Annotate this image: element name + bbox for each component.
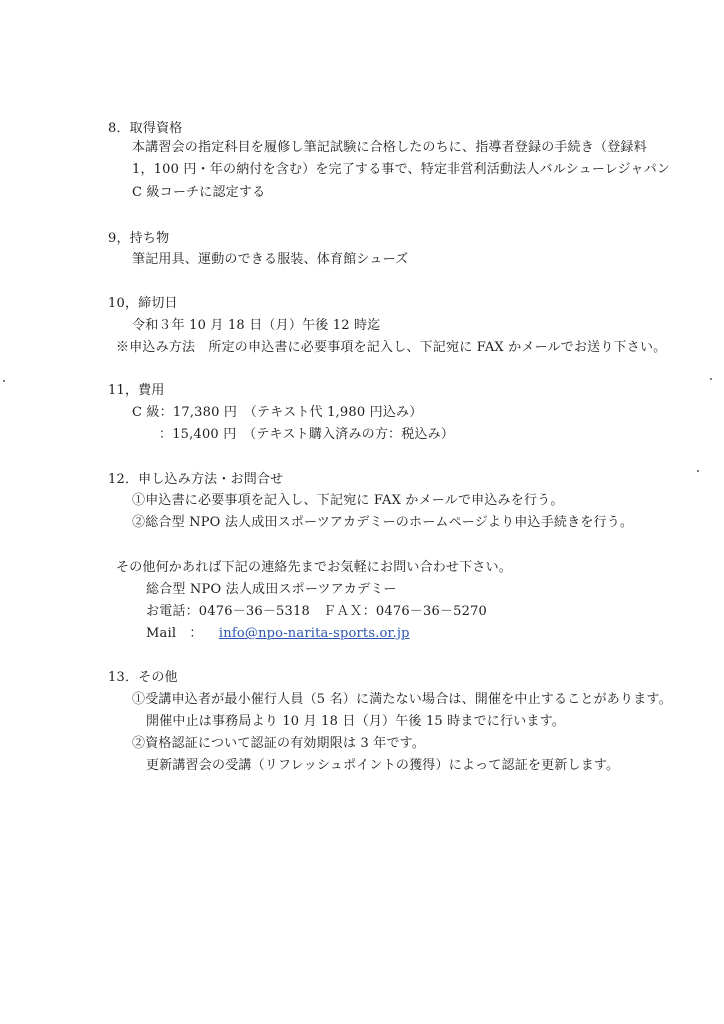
section-9-line-1: 筆記用具、運動のできる服装、体育館シューズ bbox=[132, 252, 409, 267]
section-8-line-3: C 級コーチに認定する bbox=[132, 185, 266, 200]
section-10-heading: 10，締切日 bbox=[108, 296, 178, 311]
section-12-line-1: ①申込書に必要事項を記入し、下記宛に FAX かメールで申込みを行う。 bbox=[132, 493, 564, 508]
section-13-line-3: ②資格認証について認証の有効期限は 3 年です。 bbox=[132, 736, 426, 751]
scan-speck bbox=[697, 470, 699, 472]
section-8-line-1: 本講習会の指定科目を履修し筆記試験に合格したのちに、指導者登録の手続き（登録料 bbox=[132, 140, 647, 155]
section-12-line-2: ②総合型 NPO 法人成田スポーツアカデミーのホームページより申込手続きを行う。 bbox=[132, 515, 634, 530]
contact-mail-link[interactable]: info@npo-narita-sports.or.jp bbox=[218, 626, 410, 641]
contact-org: 総合型 NPO 法人成田スポーツアカデミー bbox=[146, 582, 397, 597]
section-8-heading: 8．取得資格 bbox=[108, 121, 183, 136]
section-10-line-1: 令和３年 10 月 18 日（月）午後 12 時迄 bbox=[132, 318, 381, 333]
contact-phone-fax: お電話：0476－36－5318 ＦＡＸ：0476－36－5270 bbox=[146, 604, 488, 619]
contact-mail-row bbox=[146, 627, 410, 640]
section-11-fee-c: C 級：17,380 円 （テキスト代 1,980 円込み） bbox=[132, 405, 423, 420]
section-13-line-1: ①受講申込者が最小催行人員（5 名）に満たない場合は、開催を中止することがあります。 bbox=[132, 692, 672, 707]
section-10-note: ※申込み方法 所定の申込書に必要事項を記入し、下記宛に FAX かメールでお送り下さい。 bbox=[116, 340, 667, 355]
scan-speck bbox=[3, 380, 5, 382]
section-12-heading: 12．申し込み方法・お問合せ bbox=[108, 472, 284, 487]
section-13-heading: 13．その他 bbox=[108, 670, 178, 685]
contact-mail-label: Mail ： bbox=[146, 626, 203, 641]
section-9-heading: 9，持ち物 bbox=[108, 231, 170, 246]
contact-intro: その他何かあれば下記の連絡先までお気軽にお問い合わせ下さい。 bbox=[116, 560, 513, 575]
scan-speck bbox=[710, 378, 712, 380]
section-11-fee-reduced: ：15,400 円 （テキスト購入済みの方：税込み） bbox=[159, 427, 455, 442]
section-8-line-2: 1，100 円・年の納付を含む）を完了する事で、特定非営利活動法人バルシューレジャパン bbox=[132, 162, 671, 177]
section-13-line-2: 開催中止は事務局より 10 月 18 日（月）午後 15 時までに行います。 bbox=[146, 714, 565, 729]
section-11-heading: 11，費用 bbox=[108, 383, 165, 398]
section-13-line-4: 更新講習会の受講（リフレッシュポイントの獲得）によって認証を更新します。 bbox=[146, 758, 620, 773]
